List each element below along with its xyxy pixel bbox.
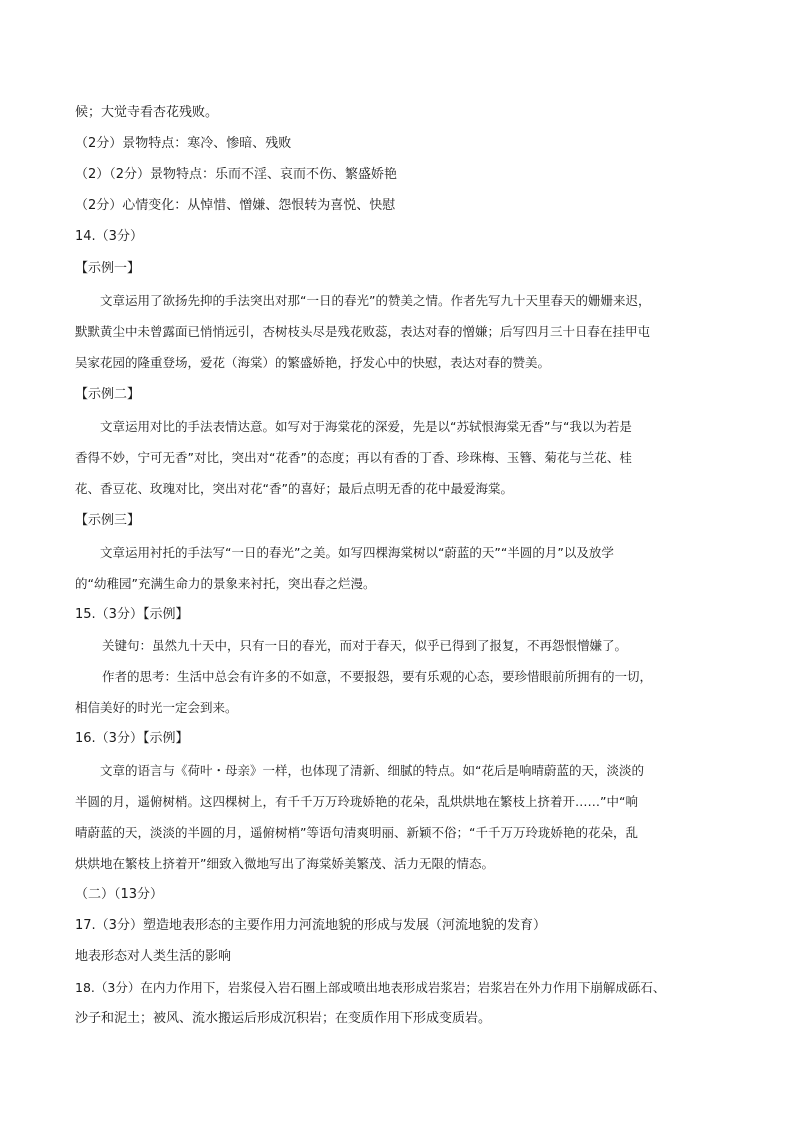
text-line: 作者的思考：生活中总会有许多的不如意，不要报怨，要有乐观的心态，要珍惜眼前所拥有的一切， [102, 669, 653, 684]
section-heading: （二）（13分） [75, 887, 164, 902]
text-line: 香得不妙，宁可无香”对比，突出对“花香”的态度；再以有香的丁香、珍珠梅、玉簪、菊花与兰花、桂 [75, 450, 632, 465]
text-line: 烘烘地在繁枝上挤着开”细致入微地写出了海棠娇美繁茂、活力无限的情态。 [75, 856, 494, 871]
example-heading: 【示例二】 [75, 387, 141, 402]
text-line: 17.（3分）塑造地表形态的主要作用力河流地貌的形成与发展（河流地貌的发育） [75, 918, 546, 933]
text-line: 沙子和泥土；被风、流水搬运后形成沉积岩；在变质作用下形成变质岩。 [75, 1011, 492, 1026]
text-line: 默默黄尘中未曾露面已悄悄远引，杏树枝头尽是残花败蕊，表达对春的憎嫌；后写四月三十日春在挂甲屯 [75, 324, 651, 339]
text-line: （2分）景物特点：寒冷、惨暗、残败 [75, 136, 292, 151]
question-number: 14.（3分） [75, 229, 143, 244]
question-number: 16.（3分）【示例】 [75, 731, 189, 746]
text-line: 候；大觉寺看杏花残败。 [75, 105, 219, 120]
text-line: 花、香豆花、玫瑰对比，突出对花“香”的喜好；最后点明无香的花中最爱海棠。 [75, 481, 513, 496]
example-heading: 【示例一】 [75, 261, 141, 276]
text-line: 18.（3分）在内力作用下，岩浆侵入岩石圈上部或喷出地表形成岩浆岩；岩浆岩在外力作用下崩解成砾石、 [75, 980, 666, 995]
example-heading: 【示例三】 [75, 513, 141, 528]
text-line: 晴蔚蓝的天，淡淡的半圆的月，遥俯树梢”等语句清爽明丽、新颖不俗；“千千万万玲珑娇艳的花朵，乱 [75, 825, 638, 840]
text-line: 文章的语言与《荷叶・母亲》一样，也体现了清新、细腻的特点。如“花后是响晴蔚蓝的天，淡淡的 [100, 763, 644, 778]
text-line: 吴家花园的隆重登场，爱花（海棠）的繁盛娇艳，抒发心中的快慰，表达对春的赞美。 [75, 355, 551, 370]
text-line: 半圆的月，遥俯树梢。这四棵树上，有千千万万玲珑娇艳的花朵，乱烘烘地在繁枝上挤着开……”中“响 [75, 794, 638, 809]
question-number: 15.（3分）【示例】 [75, 607, 189, 622]
text-line: 地表形态对人类生活的影响 [75, 949, 232, 964]
text-line: 文章运用衬托的手法写“一日的春光”之美。如写四棵海棠树以“蔚蓝的天”“半圆的月”以及放学 [100, 545, 614, 560]
text-line: 的“幼稚园”充满生命力的景象来衬托，突出春之烂漫。 [75, 576, 376, 591]
text-line: 相信美好的时光一定会到来。 [75, 700, 238, 715]
text-line: 文章运用对比的手法表情达意。如写对于海棠花的深爱，先是以“苏轼恨海棠无香”与“我以为若是 [100, 419, 632, 434]
text-line: （2）（2分）景物特点：乐而不淫、哀而不伤、繁盛娇艳 [75, 167, 398, 182]
text-line: （2分）心情变化：从悼惜、憎嫌、怨恨转为喜悦、快慰 [75, 198, 396, 213]
text-line: 文章运用了欲扬先抑的手法突出对那“一日的春光”的赞美之情。作者先写九十天里春天的姗姗来迟， [100, 293, 651, 308]
text-line: 关键句：虽然九十天中，只有一日的春光，而对于春天，似乎已得到了报复，不再怨恨憎嫌了。 [102, 638, 628, 653]
